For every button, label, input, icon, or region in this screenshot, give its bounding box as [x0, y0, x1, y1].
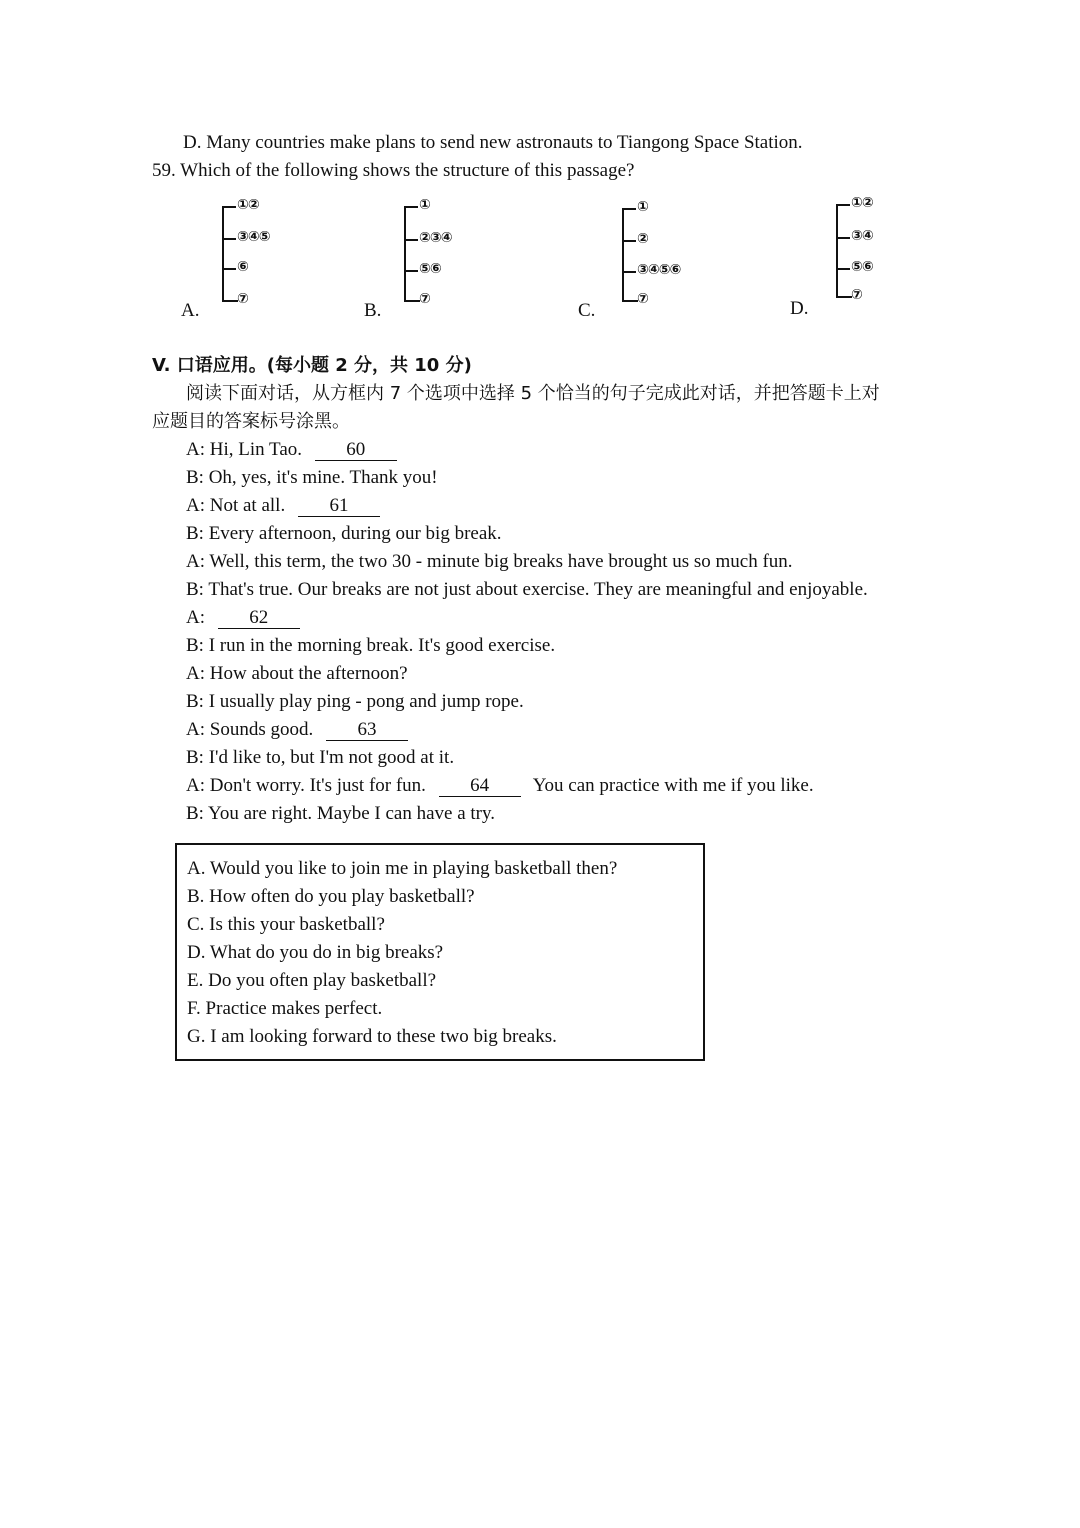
branch-b-3: ⑤⑥ [419, 261, 441, 277]
option-g: G. I am looking forward to these two big breaks. [187, 1026, 557, 1047]
branch-c-3: ③④⑤⑥ [637, 262, 681, 278]
instruction-line-1: 阅读下面对话，从方框内 7 个选项中选择 5 个恰当的句子完成此对话，并把答题卡上对 [186, 383, 880, 404]
answer-blank-63[interactable]: 63 [326, 720, 408, 741]
branch-b-2: ②③④ [419, 230, 452, 246]
answer-blank-64[interactable]: 64 [439, 776, 521, 797]
instruction-line-2: 应题目的答案标号涂黑。 [152, 411, 350, 432]
dialogue-line [186, 494, 380, 518]
dialogue-line [186, 774, 814, 798]
answer-blank-61[interactable]: 61 [298, 496, 380, 517]
option-c-label: C. [578, 300, 596, 321]
dialogue-line: B: You are right. Maybe I can have a try. [186, 803, 496, 824]
q58-option-d: D. Many countries make plans to send new astronauts to Tiangong Space Station. [183, 132, 803, 153]
option-a: A. Would you like to join me in playing basketball then? [187, 858, 618, 879]
branch-d-1: ①② [851, 195, 873, 211]
option-d-label: D. [790, 298, 809, 319]
answer-blank-62[interactable]: 62 [218, 608, 300, 629]
branch-b-4: ⑦ [419, 291, 430, 307]
branch-a-4: ⑦ [237, 291, 248, 307]
section-heading: V. 口语应用。(每小题 2 分，共 10 分) [152, 355, 472, 376]
branch-d-2: ③④ [851, 228, 873, 244]
branch-d-3: ⑤⑥ [851, 259, 873, 275]
option-a-label: A. [181, 300, 200, 321]
dialogue-line [186, 718, 408, 742]
branch-c-4: ⑦ [637, 291, 648, 307]
dialogue-text: A: Sounds good. [186, 719, 314, 740]
option-b-label: B. [364, 300, 382, 321]
branch-a-3: ⑥ [237, 259, 248, 275]
options-box [175, 843, 705, 1061]
option-f: F. Practice makes perfect. [187, 998, 383, 1019]
option-e: E. Do you often play basketball? [187, 970, 437, 991]
dialogue-text: A: Not at all. [186, 495, 286, 516]
branch-b-1: ① [419, 197, 430, 213]
dialogue-line: B: I usually play ping - pong and jump rope. [186, 691, 524, 712]
dialogue-text: A: Don't worry. It's just for fun. [186, 775, 426, 796]
dialogue-line [186, 438, 397, 462]
dialogue-line: B: I'd like to, but I'm not good at it. [186, 747, 455, 768]
dialogue-text: You can practice with me if you like. [532, 775, 814, 796]
dialogue-line: B: I run in the morning break. It's good exercise. [186, 635, 556, 656]
branch-c-1: ① [637, 199, 648, 215]
branch-d-4: ⑦ [851, 287, 862, 303]
dialogue-line: B: That's true. Our breaks are not just about exercise. They are meaningful and enjoyable. [186, 579, 868, 600]
dialogue-line: B: Oh, yes, it's mine. Thank you! [186, 467, 438, 488]
dialogue-text: A: [186, 607, 205, 628]
option-c: C. Is this your basketball? [187, 914, 385, 935]
dialogue-line: A: How about the afternoon? [186, 663, 408, 684]
dialogue-line [186, 606, 300, 630]
branch-c-2: ② [637, 231, 648, 247]
dialogue-line: B: Every afternoon, during our big break. [186, 523, 502, 544]
option-b: B. How often do you play basketball? [187, 886, 475, 907]
dialogue-text: A: Hi, Lin Tao. [186, 439, 303, 460]
option-d: D. What do you do in big breaks? [187, 942, 444, 963]
branch-a-1: ①② [237, 197, 259, 213]
dialogue-line: A: Well, this term, the two 30 - minute big breaks have brought us so much fun. [186, 551, 793, 572]
answer-blank-60[interactable]: 60 [315, 440, 397, 461]
q59-question: 59. Which of the following shows the structure of this passage? [152, 160, 635, 181]
branch-a-2: ③④⑤ [237, 229, 270, 245]
